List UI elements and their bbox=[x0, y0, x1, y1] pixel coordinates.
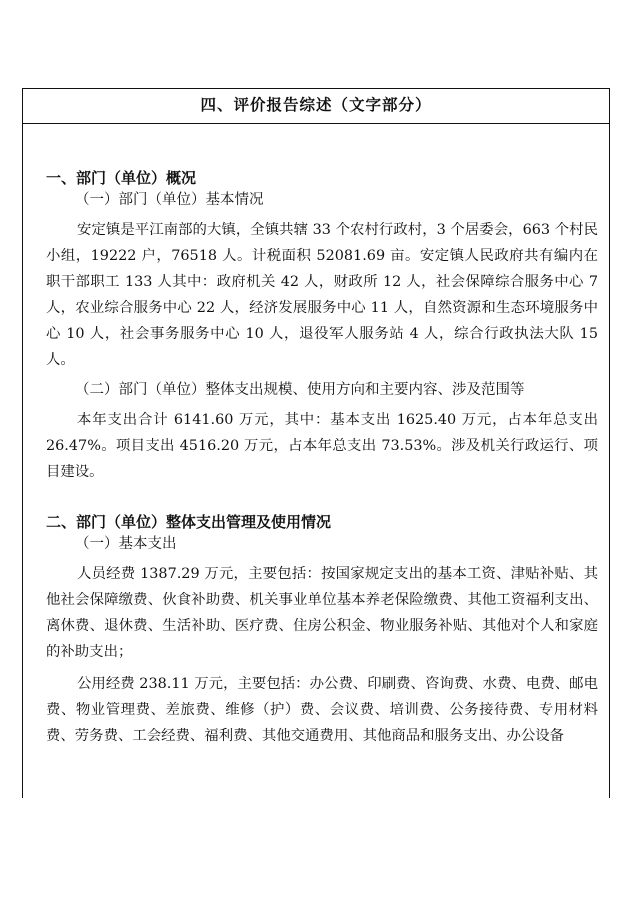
part1-sub1-text: 安定镇是平江南部的大镇，全镇共辖 33 个农村行政村，3 个居委会，663 个村民小组，19222 户，76518 人。计税面积 52081.69 亩。安定镇人民政府共有编内在职干部职工 133 人其中：政府机关 42 人，财政所 12 人，社会保障综合服务中心 7 人，农业综合服务中心 22 人，经济发展服务中心 11 人，自然资源和生态环境服务中心 10 人，社会事务服务中心 10 人，退役军人服务站 4 人，综合行政执法大队 15 人。 bbox=[46, 222, 598, 368]
title-divider bbox=[23, 123, 609, 124]
part2-sub1-heading: （一）基本支出 bbox=[75, 536, 177, 552]
report-page bbox=[22, 88, 610, 798]
part1-sub2-text: 本年支出合计 6141.60 万元，其中：基本支出 1625.40 万元，占本年总支出 26.47%。项目支出 4516.20 万元，占本年总支出 73.53%。涉及机关行政运行、项目建设。 bbox=[46, 412, 598, 480]
part2-heading: 二、部门（单位）整体支出管理及使用情况 bbox=[46, 513, 332, 531]
report-body bbox=[46, 141, 599, 749]
part1-heading: 一、部门（单位）概况 bbox=[46, 169, 197, 187]
part1-sub2-heading: （二）部门（单位）整体支出规模、使用方向和主要内容、涉及范围等 bbox=[75, 382, 525, 398]
part2-sub1-text2: 公用经费 238.11 万元，主要包括：办公费、印刷费、咨询费、水费、电费、邮电费、物业管理费、差旅费、维修（护）费、会议费、培训费、公务接待费、专用材料费、劳务费、工会经费、福利费、其他交通费用、其他商品和服务支出、办公设备 bbox=[46, 676, 598, 744]
part2-sub1-text1: 人员经费 1387.29 万元，主要包括：按国家规定支出的基本工资、津贴补贴、其他社会保障缴费、伙食补助费、机关事业单位基本养老保险缴费、其他工资福利支出、离休费、退休费、生活补助、医疗费、住房公积金、物业服务补贴、其他对个人和家庭的补助支出； bbox=[46, 566, 598, 660]
section-title: 四、评价报告综述（文字部分） bbox=[200, 95, 432, 114]
part1-sub1-heading: （一）部门（单位）基本情况 bbox=[75, 192, 264, 208]
